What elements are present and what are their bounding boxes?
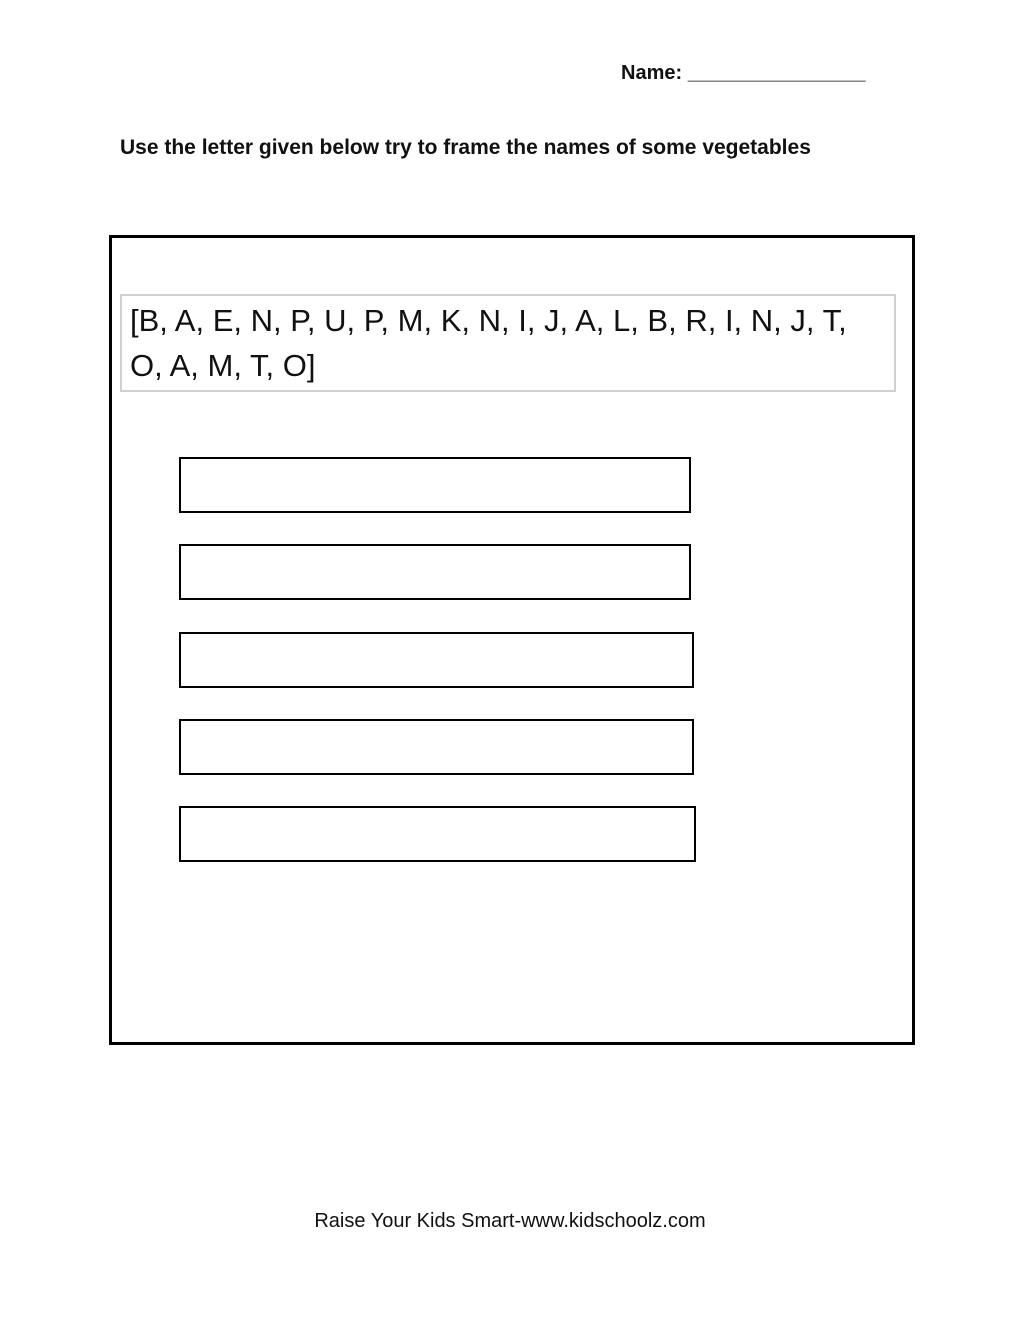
instruction-text: Use the letter given below try to frame the names of some vegetables <box>120 136 811 159</box>
name-field-label: Name: ________________ <box>621 62 866 84</box>
answer-box-3[interactable] <box>179 632 694 688</box>
answer-box-4[interactable] <box>179 719 694 775</box>
letters-list: [B, A, E, N, P, U, P, M, K, N, I, J, A, L, B, R, I, N, J, T, O, A, M, T, O] <box>120 294 896 392</box>
answer-box-5[interactable] <box>179 806 696 862</box>
answer-box-2[interactable] <box>179 544 691 600</box>
footer-text: Raise Your Kids Smart-www.kidschoolz.com <box>314 1210 706 1232</box>
answer-box-1[interactable] <box>179 457 691 513</box>
